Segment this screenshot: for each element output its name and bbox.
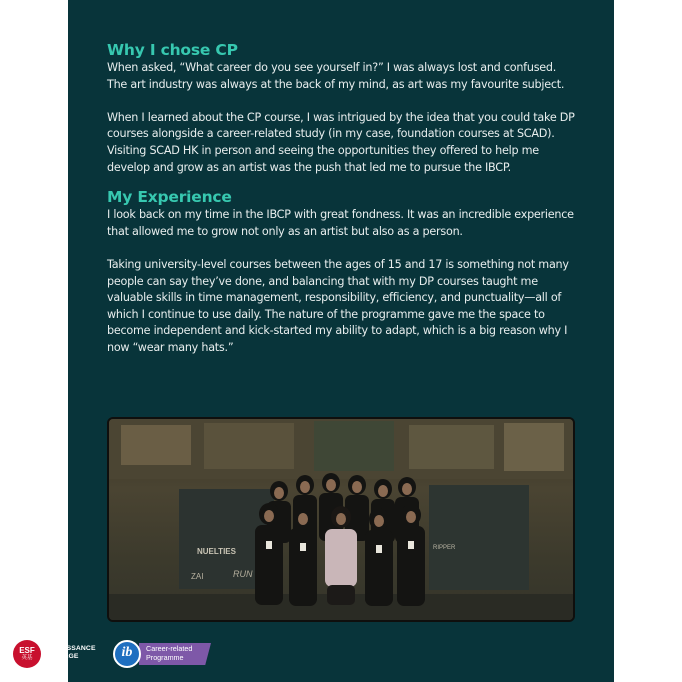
article-body	[107, 40, 575, 357]
group-photo	[107, 417, 575, 622]
college-name-line1: RENAISSANCE	[45, 645, 96, 652]
paragraph-university-courses: Taking university-level courses between the ages of 15 and 17 is something not many people can say they’ve done, and balancing that with my DP courses taught me valuable skills in time management, responsibility, efficiency, and punctuality—all of which I continue to use daily. The nature of the programme gave me the space to become independent and kick-started my ability to adapt, which is a big reason why I now “wear many hats.”	[107, 257, 569, 354]
footer-logos	[13, 638, 313, 670]
esf-logo-abbr: ESF	[19, 646, 35, 655]
backdrop-text-left2: ZAI	[191, 572, 204, 581]
section-heading-why-cp: Why I chose CP	[107, 41, 238, 59]
backdrop-text-right: RIPPER	[433, 545, 456, 551]
backdrop-text-run: RUN	[233, 569, 253, 579]
backdrop-text-left: NUELTIES	[197, 547, 236, 556]
esf-logo-sub: 英基	[21, 655, 33, 661]
ib-logo-letters: ib	[121, 645, 133, 660]
ib-cp-logo	[113, 640, 213, 668]
section-heading-experience: My Experience	[107, 188, 232, 207]
paragraph-cp-course: When I learned about the CP course, I was intrigued by the idea that you could take DP courses alongside a career-related study (in my case, foundation courses at SCAD). Visiting SCAD HK in person and seeing the opportunities they offered to help me develop and grow as an artist was the push that led me to pursue the IBCP.	[107, 110, 575, 174]
ib-tag-line1: Career-related	[146, 644, 193, 653]
ib-tag-line2: Programme	[146, 653, 184, 662]
page-background	[68, 0, 614, 682]
college-name	[45, 645, 96, 661]
college-name-line2: COLLEGE	[45, 653, 79, 660]
paragraph-career-question: When asked, “What career do you see yourself in?” I was always lost and confused. The art industry was always at the back of my mind, as art was my favourite subject.	[107, 61, 565, 91]
paragraph-fondness: I look back on my time in the IBCP with great fondness. It was an incredible experience that allowed me to grow not only as an artist but also as a person.	[107, 208, 574, 238]
group-photo-illustration	[109, 419, 573, 620]
ib-tag-text	[146, 644, 192, 662]
